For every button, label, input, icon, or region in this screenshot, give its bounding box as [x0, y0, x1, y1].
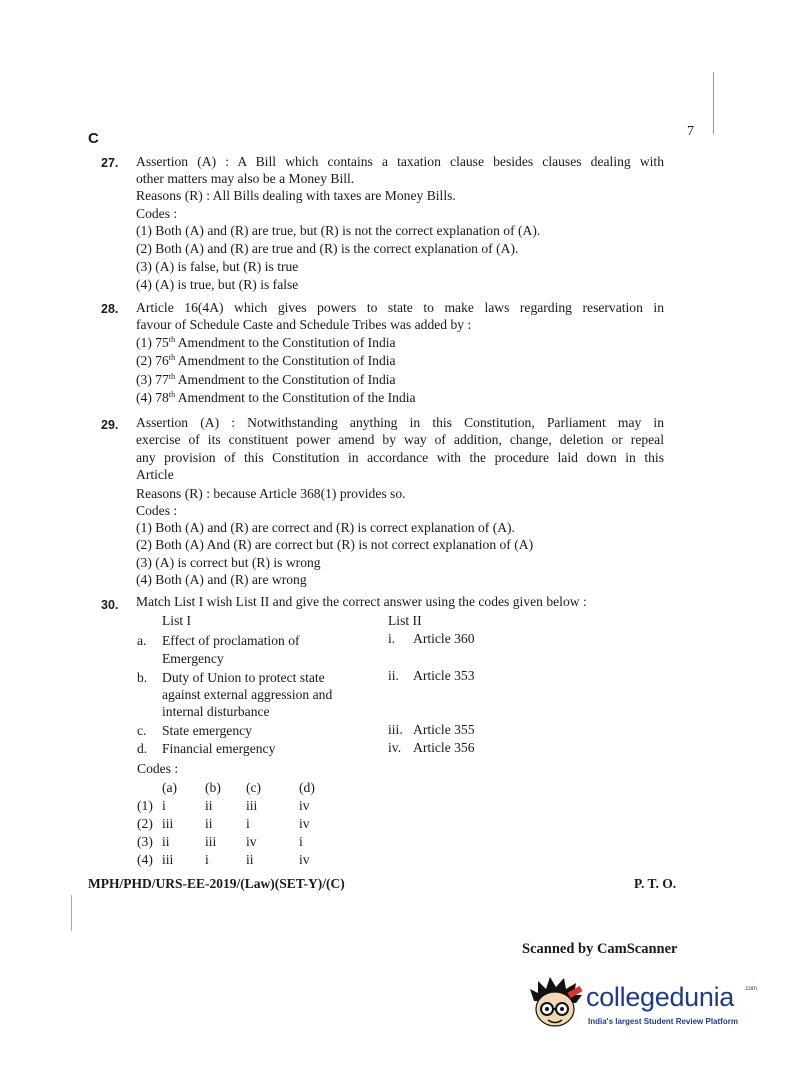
reason-text: Reasons (R) : All Bills dealing with taxes are Money Bills. — [136, 188, 456, 203]
code-header: (a) — [162, 780, 178, 795]
question-text: Assertion (A) : A Bill which contains a taxation clause besides clauses dealing with — [136, 154, 664, 169]
option-2: (2) 76th Amendment to the Constitution of India — [136, 353, 396, 368]
code-cell: i — [205, 852, 209, 867]
set-letter: C — [88, 130, 99, 147]
list1-item: against external aggression and — [162, 687, 333, 702]
code-cell: iv — [246, 834, 257, 849]
option-1: (1) Both (A) and (R) are correct and (R) is correct explanation of (A). — [136, 520, 515, 535]
list2-item: Article 360 — [413, 631, 475, 646]
code-option: (4) — [137, 852, 153, 867]
paper-code: MPH/PHD/URS-EE-2019/(Law)(SET-Y)/(C) — [88, 876, 345, 891]
reason-text: Reasons (R) : because Article 368(1) provides so. — [136, 486, 406, 501]
question-number: 29. — [101, 418, 119, 432]
list2-label: iii. — [388, 722, 403, 737]
code-cell: iii — [162, 816, 174, 831]
collegedunia-mascot-icon — [528, 975, 584, 1035]
code-cell: i — [299, 834, 303, 849]
code-cell: ii — [246, 852, 254, 867]
list1-label: a. — [137, 633, 147, 648]
list1-header: List I — [162, 613, 192, 628]
list2-label: ii. — [388, 668, 399, 683]
collegedunia-tagline: India's largest Student Review Platform — [588, 1017, 738, 1026]
code-header: (b) — [205, 780, 221, 795]
list1-item: Emergency — [162, 651, 224, 666]
list1-label: b. — [137, 670, 148, 685]
camscanner-watermark: Scanned by CamScanner — [522, 941, 678, 957]
list2-label: iv. — [388, 740, 402, 755]
code-cell: ii — [205, 798, 213, 813]
list2-item: Article 355 — [413, 722, 475, 737]
question-text: Match List I wish List II and give the correct answer using the codes given below : — [136, 594, 587, 609]
option-1: (1) Both (A) and (R) are true, but (R) is not the correct explanation of (A). — [136, 223, 541, 238]
list1-label: c. — [137, 723, 147, 738]
option-4: (4) 78th Amendment to the Constitution of the India — [136, 390, 416, 405]
list1-item: State emergency — [162, 723, 252, 738]
question-number: 28. — [101, 302, 119, 316]
list2-item: Article 356 — [413, 740, 475, 755]
code-cell: i — [162, 798, 166, 813]
code-cell: i — [246, 816, 250, 831]
code-cell: iii — [205, 834, 217, 849]
option-4: (4) Both (A) and (R) are wrong — [136, 572, 307, 587]
list2-item: Article 353 — [413, 668, 475, 683]
collegedunia-logo-suffix: .com — [744, 986, 758, 992]
option-1: (1) 75th Amendment to the Constitution of India — [136, 335, 396, 350]
code-option: (3) — [137, 834, 153, 849]
question-text: Article 16(4A) which gives powers to state to make laws regarding reservation in — [136, 300, 664, 315]
list1-item: Duty of Union to protect state — [162, 670, 325, 685]
codes-label: Codes : — [137, 761, 179, 776]
question-number: 30. — [101, 598, 119, 612]
page-edge-line — [713, 72, 714, 134]
page-number: 7 — [687, 124, 694, 139]
list1-item: Financial emergency — [162, 741, 276, 756]
code-cell: iv — [299, 798, 310, 813]
code-header: (c) — [246, 780, 262, 795]
code-cell: iii — [162, 852, 174, 867]
question-text: other matters may also be a Money Bill. — [136, 171, 355, 186]
option-3: (3) 77th Amendment to the Constitution of India — [136, 372, 396, 387]
list2-header: List II — [388, 613, 422, 628]
option-2: (2) Both (A) and (R) are true and (R) is the correct explanation of (A). — [136, 241, 519, 256]
codes-label: Codes : — [136, 503, 178, 518]
list1-label: d. — [137, 741, 148, 756]
code-cell: iv — [299, 852, 310, 867]
code-cell: iii — [246, 798, 258, 813]
question-text: Article — [136, 467, 174, 482]
question-text: exercise of its constituent power amend by way of addition, change, deletion or repeal — [136, 432, 664, 447]
question-number: 27. — [101, 156, 119, 170]
codes-label: Codes : — [136, 206, 178, 221]
code-option: (1) — [137, 798, 153, 813]
question-text: favour of Schedule Caste and Schedule Tribes was added by : — [136, 317, 472, 332]
list2-label: i. — [388, 631, 396, 646]
code-header: (d) — [299, 780, 315, 795]
code-cell: iv — [299, 816, 310, 831]
option-3: (3) (A) is correct but (R) is wrong — [136, 555, 321, 570]
code-cell: ii — [205, 816, 213, 831]
list1-item: internal disturbance — [162, 704, 270, 719]
pto-label: P. T. O. — [634, 876, 677, 891]
list1-item: Effect of proclamation of — [162, 633, 300, 648]
option-4: (4) (A) is true, but (R) is false — [136, 277, 299, 292]
code-option: (2) — [137, 816, 153, 831]
code-cell: ii — [162, 834, 170, 849]
option-3: (3) (A) is false, but (R) is true — [136, 259, 299, 274]
option-2: (2) Both (A) And (R) are correct but (R) is not correct explanation of (A) — [136, 537, 534, 552]
question-text: any provision of this Constitution in accordance with the procedure laid down in this — [136, 450, 664, 465]
page-edge-line — [71, 895, 72, 931]
question-text: Assertion (A) : Notwithstanding anything in this Constitution, Parliament may in — [136, 415, 664, 430]
collegedunia-logo-text: collegedunia — [586, 982, 735, 1012]
